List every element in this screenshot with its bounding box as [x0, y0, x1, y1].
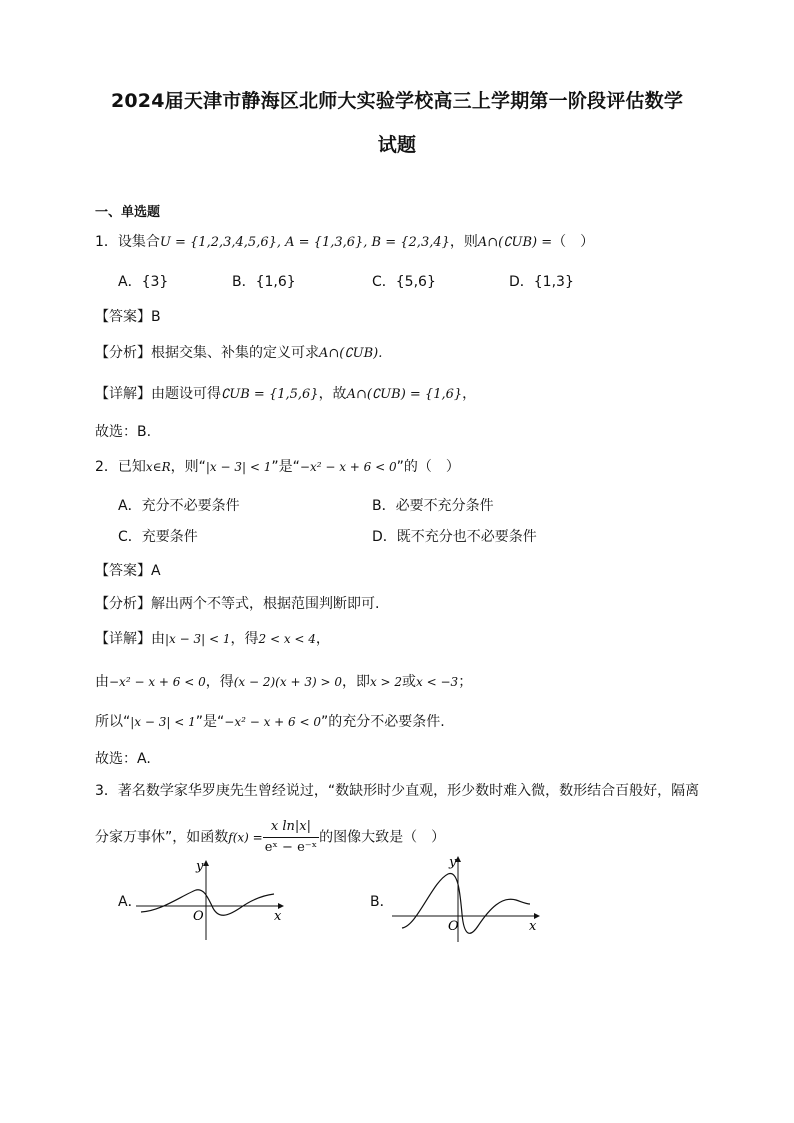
q1-option-c: C．{5,6} [372, 274, 436, 290]
curve [141, 890, 274, 916]
origin-label: O [448, 919, 459, 934]
section-heading: 一、单选题 [95, 205, 161, 220]
q2-stem-b: ，则“ [170, 459, 206, 475]
q2-line3-c: ”的充分不必要条件. [321, 714, 445, 730]
q1-option-b: B．{1,6} [232, 274, 296, 290]
q1-stem [95, 232, 594, 253]
q1-detail-a: 由题设可得 [151, 386, 221, 402]
q1-option-a: A．{3} [118, 274, 169, 290]
q2-line2-math2: (x − 2)(x + 3) > 0 [233, 675, 342, 689]
q3-stem-line-1: 3．著名数学家华罗庚先生曾经说过，“数缺形时少直观，形少数时难入微，数形结合百般好，隔离 [95, 783, 700, 799]
q2-stem-math2: |x − 3| < 1 [205, 460, 272, 474]
q2-line3-math1: |x − 3| < 1 [130, 715, 196, 729]
q2-detail-line-3 [95, 712, 445, 732]
y-axis-arrow [203, 860, 209, 866]
curve [402, 874, 530, 934]
q2-line2-e: ； [458, 674, 473, 690]
q1-detail [95, 384, 476, 405]
q3-fraction-numerator: x ln|x| [263, 817, 319, 838]
q2-option-a: A．充分不必要条件 [118, 498, 240, 514]
q3-fraction [263, 817, 319, 858]
q1-detail-math1: ∁UB = {1,5,6} [221, 387, 319, 402]
q1-stem-sets: U = {1,2,3,4,5,6}, A = {1,3,6}, B = {2,3,4} [159, 235, 450, 250]
q2-line2-c: ，即 [341, 674, 370, 690]
q1-stem-prefix: 1．设集合 [95, 234, 160, 250]
q2-detail [95, 629, 330, 649]
q2-analysis [95, 594, 379, 614]
q2-choose: 故选：A. [95, 751, 151, 767]
detail-tag: 【详解】 [95, 631, 151, 647]
q2-detail-a: 由 [151, 631, 165, 647]
q3-option-a-graph [136, 858, 286, 942]
q2-line3-b: ”是“ [195, 714, 225, 730]
q2-analysis-text: 解出两个不等式，根据范围判断即可. [151, 596, 380, 612]
x-axis-label: x [529, 919, 537, 934]
y-axis-label: y [449, 855, 457, 870]
q1-detail-c: ， [462, 386, 477, 402]
q1-analysis [95, 343, 382, 364]
analysis-tag: 【分析】 [95, 345, 151, 361]
q2-line2-math4: x < −3 [416, 675, 459, 689]
q1-answer [95, 307, 161, 327]
q1-choose: 故选：B. [95, 424, 152, 440]
paper-title-line-2: 试题 [377, 134, 417, 156]
q2-line2-d: 或 [402, 674, 417, 690]
q2-answer-value: A [151, 563, 161, 579]
analysis-tag: 【分析】 [95, 596, 151, 612]
y-axis-label: y [196, 859, 204, 874]
q2-detail-math2: 2 < x < 4 [258, 632, 316, 646]
q3-stem-prefix: 分家万事休”，如函数 [95, 829, 229, 846]
q2-line2-math1: −x² − x + 6 < 0 [109, 675, 206, 689]
paper-title-line-1: 2024届天津市静海区北师大实验学校高三上学期第一阶段评估数学 [110, 90, 684, 112]
q2-line2-b: ，得 [205, 674, 234, 690]
q2-stem-d: ”的（ ） [396, 459, 460, 475]
q2-detail-math1: |x − 3| < 1 [165, 632, 231, 646]
q2-option-c: C．充要条件 [118, 529, 198, 545]
q2-stem-prefix: 2．已知 [95, 459, 146, 475]
q3-option-b-graph [392, 852, 544, 944]
q2-stem-c: ”是“ [271, 459, 300, 475]
x-axis-label: x [274, 909, 282, 924]
q2-stem [95, 457, 460, 477]
q2-answer [95, 561, 161, 581]
q1-stem-paren: （ ） [552, 234, 595, 250]
detail-tag: 【详解】 [95, 386, 151, 402]
q3-option-b-label: B． [370, 894, 394, 910]
q2-stem-math1: x∈R [145, 460, 171, 474]
q2-option-b: B．必要不充分条件 [372, 498, 494, 514]
q3-fraction-denominator: eˣ − e⁻ˣ [264, 840, 318, 855]
q1-option-d: D．{1,3} [509, 274, 574, 290]
q2-line3-math2: −x² − x + 6 < 0 [224, 715, 322, 729]
q2-detail-c: ， [315, 631, 330, 647]
q1-stem-mid: ，则 [449, 234, 478, 250]
q1-stem-expr: A∩(∁UB) = [477, 235, 553, 250]
q1-answer-value: B [151, 309, 161, 325]
q1-analysis-expr: A∩(∁UB). [319, 346, 383, 361]
q2-line2-math3: x > 2 [369, 675, 403, 689]
q2-line2-a: 由 [95, 674, 109, 690]
q1-analysis-text: 根据交集、补集的定义可求 [151, 345, 319, 361]
q2-stem-math3: −x² − x + 6 < 0 [299, 460, 397, 474]
q2-option-d: D．既不充分也不必要条件 [372, 529, 537, 545]
q3-stem-suffix: 的图像大致是（ ） [319, 829, 446, 846]
q3-function-name: f(x) = [228, 830, 263, 845]
q2-line3-a: 所以“ [95, 714, 131, 730]
answer-tag: 【答案】 [95, 309, 151, 325]
q2-detail-b: ，得 [230, 631, 259, 647]
answer-tag: 【答案】 [95, 563, 151, 579]
q1-detail-b: ，故 [318, 386, 347, 402]
q2-detail-line-2 [95, 672, 472, 692]
q1-detail-math2: A∩(∁UB) = {1,6} [346, 387, 463, 402]
origin-label: O [193, 909, 204, 924]
q3-option-a-label: A． [118, 894, 142, 910]
